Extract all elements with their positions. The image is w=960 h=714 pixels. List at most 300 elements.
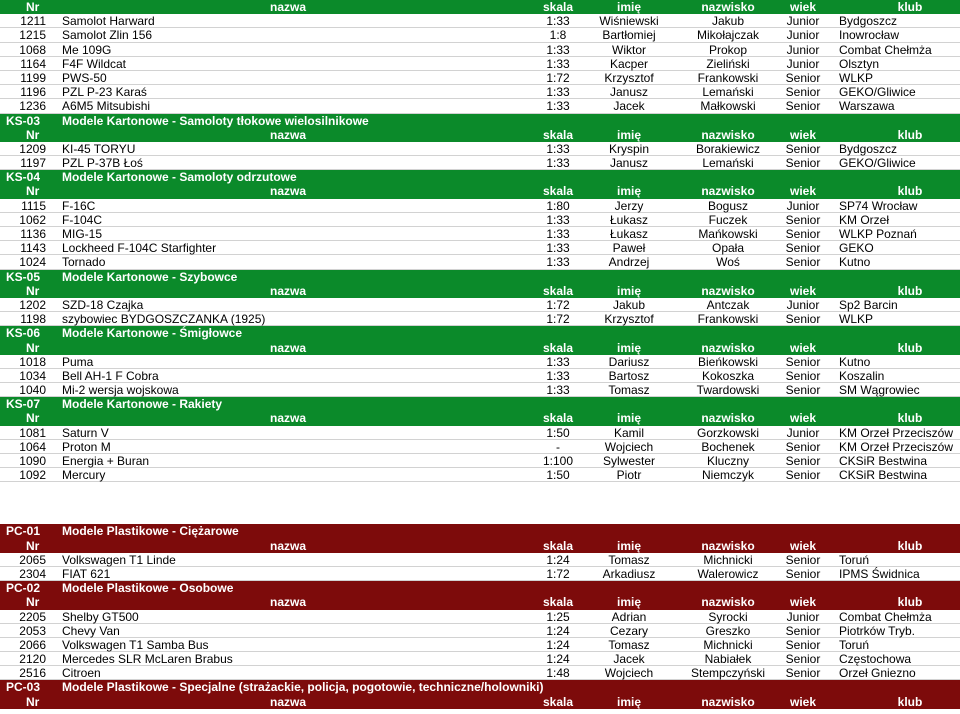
cell-imie: Łukasz (609, 227, 649, 241)
header-nazwisko: nazwisko (701, 538, 755, 553)
cell-wiek: Junior (786, 609, 820, 624)
header-wiek: wiek (789, 694, 816, 709)
cell-skala: 1:33 (546, 14, 570, 29)
cell-nr: 1197 (20, 156, 46, 171)
header-skala: skala (542, 595, 574, 610)
cell-wiek: Junior (786, 425, 820, 440)
table-row (0, 426, 960, 440)
cell-nazwisko: Kokoszka (701, 368, 755, 383)
category-header (0, 170, 960, 184)
cell-skala: 1:33 (546, 255, 570, 270)
cell-imie: Piotr (616, 468, 642, 483)
cell-imie: Wiktor (612, 42, 646, 57)
cell-nr: 1215 (19, 28, 46, 43)
header-nr: Nr (26, 595, 40, 610)
column-header-row (0, 184, 960, 198)
category-header (0, 680, 960, 694)
header-nr: Nr (26, 0, 40, 14)
cell-nazwisko: Opała (711, 241, 745, 256)
cell-skala: 1:24 (546, 637, 570, 652)
cell-klub: Kutno (839, 354, 871, 369)
cell-skala: 1:33 (546, 99, 570, 114)
header-skala: skala (542, 0, 574, 14)
cell-wiek: Senior (785, 141, 821, 156)
table-row (0, 14, 960, 28)
header-skala: skala (542, 538, 574, 553)
cell-skala: 1:50 (546, 468, 570, 483)
category-code: KS-03 (6, 113, 41, 128)
cell-klub: KM Orzeł Przeciszów (839, 425, 954, 440)
cell-wiek: Junior (786, 56, 820, 71)
cell-nazwisko: Bochenek (701, 439, 755, 454)
cell-nr: 1198 (20, 312, 46, 327)
cell-nr: 1092 (19, 468, 46, 483)
cell-skala: 1:48 (546, 666, 570, 681)
header-nazwa: nazwa (270, 127, 307, 142)
header-klub: klub (897, 0, 923, 14)
header-nazwa: nazwa (270, 283, 307, 298)
cell-wiek: Senior (785, 566, 821, 581)
category-title: Modele Kartonowe - Samoloty tłokowe wielosilnikowe (62, 113, 369, 128)
table-row (0, 624, 960, 638)
cell-imie: Łukasz (609, 212, 649, 227)
cell-nazwa: Volkswagen T1 Samba Bus (62, 637, 209, 652)
cell-imie: Jakub (612, 297, 646, 312)
header-wiek: wiek (789, 595, 816, 610)
cell-klub: CKSiR Bestwina (839, 468, 928, 483)
cell-nr: 2120 (19, 652, 46, 667)
cell-nr: 1209 (19, 141, 46, 156)
cell-skala: 1:72 (546, 312, 570, 327)
cell-nazwisko: Fuczek (708, 212, 748, 227)
table-row (0, 241, 960, 255)
table-row (0, 57, 960, 71)
cell-skala: 1:24 (546, 652, 570, 667)
header-klub: klub (897, 127, 923, 142)
cell-nr: 1081 (19, 425, 46, 440)
header-imie: imię (616, 694, 641, 709)
cell-nazwa: Samolot Harward (62, 14, 155, 29)
cell-nazwa: Lockheed F-104C Starfighter (62, 241, 217, 256)
table-row (0, 383, 960, 397)
cell-nazwa: MIG-15 (62, 227, 103, 241)
table-row (0, 553, 960, 567)
category-code: PC-02 (6, 581, 41, 596)
cell-nazwisko: Woś (716, 255, 740, 270)
cell-wiek: Senior (785, 241, 821, 256)
header-nr: Nr (26, 411, 40, 426)
header-skala: skala (542, 411, 574, 426)
header-wiek: wiek (789, 283, 816, 298)
header-skala: skala (542, 127, 574, 142)
table-row (0, 85, 960, 99)
cell-skala: 1:72 (546, 70, 570, 85)
header-nazwisko: nazwisko (701, 0, 755, 14)
cell-klub: SP74 Wrocław (839, 198, 918, 213)
cell-nazwa: PZL P-23 Karaś (62, 85, 147, 100)
cell-nr: 1018 (19, 354, 46, 369)
header-nazwisko: nazwisko (701, 340, 755, 355)
category-header (0, 326, 960, 340)
cell-nazwa: KI-45 TORYU (62, 141, 136, 156)
cell-skala: 1:25 (546, 609, 570, 624)
category-header (0, 114, 960, 128)
header-wiek: wiek (789, 184, 816, 199)
cell-skala: 1:72 (546, 566, 570, 581)
category-title: Modele Kartonowe - Śmigłowce (62, 326, 243, 341)
cell-nazwisko: Lemański (702, 156, 754, 171)
cell-wiek: Senior (785, 637, 821, 652)
cell-wiek: Senior (785, 255, 821, 270)
category-code: KS-05 (6, 269, 41, 284)
cell-skala: 1:8 (549, 28, 567, 43)
table-row (0, 638, 960, 652)
cell-nazwa: Me 109G (62, 42, 112, 57)
cell-nazwisko: Mikołajczak (696, 28, 759, 43)
cell-klub: Kutno (839, 255, 871, 270)
category-header (0, 397, 960, 411)
column-header-row (0, 284, 960, 298)
cell-wiek: Junior (786, 198, 820, 213)
cell-nazwisko: Gorzkowski (696, 425, 759, 440)
cell-klub: Orzeł Gniezno (839, 666, 916, 681)
category-code: PC-03 (6, 680, 41, 695)
cell-klub: GEKO/Gliwice (839, 85, 916, 100)
cell-nr: 1196 (20, 85, 46, 100)
cell-nazwa: Shelby GT500 (62, 609, 139, 624)
cell-imie: Andrzej (608, 255, 650, 270)
header-wiek: wiek (789, 127, 816, 142)
cell-skala: 1:33 (546, 212, 570, 227)
header-klub: klub (897, 538, 923, 553)
category-header (0, 581, 960, 595)
cell-imie: Wiśniewski (599, 14, 659, 29)
category-title: Modele Kartonowe - Rakiety (62, 397, 223, 412)
cell-imie: Bartosz (608, 368, 650, 383)
cell-imie: Cezary (609, 623, 648, 638)
cell-klub: IPMS Świdnica (839, 566, 920, 581)
cell-imie: Sylwester (602, 454, 655, 468)
cell-nazwa: Chevy Van (62, 623, 120, 638)
cell-nazwisko: Frankowski (697, 312, 759, 327)
header-nazwisko: nazwisko (701, 694, 755, 709)
cell-imie: Dariusz (608, 354, 650, 369)
header-imie: imię (616, 538, 641, 553)
cell-wiek: Senior (785, 312, 821, 327)
cell-nazwisko: Syrocki (708, 609, 748, 624)
cell-skala: 1:33 (546, 156, 570, 171)
cell-imie: Paweł (612, 241, 646, 256)
table-row (0, 369, 960, 383)
header-imie: imię (616, 0, 641, 14)
header-nazwa: nazwa (270, 595, 307, 610)
header-klub: klub (897, 340, 923, 355)
cell-skala: 1:50 (546, 425, 570, 440)
cell-nazwisko: Frankowski (697, 70, 759, 85)
cell-nazwisko: Twardowski (696, 383, 760, 398)
cell-nazwisko: Mańkowski (698, 227, 758, 241)
column-header-row (0, 695, 960, 709)
header-imie: imię (616, 184, 641, 199)
header-imie: imię (616, 283, 641, 298)
cell-klub: Koszalin (839, 368, 885, 383)
cell-imie: Adrian (611, 609, 647, 624)
cell-nazwa: szybowiec BYDGOSZCZANKA (1925) (62, 312, 266, 327)
cell-skala: 1:80 (546, 198, 570, 213)
column-header-row (0, 341, 960, 355)
category-title: Modele Plastikowe - Osobowe (62, 581, 234, 596)
cell-skala: 1:33 (546, 42, 570, 57)
cell-skala: 1:100 (542, 454, 574, 468)
cell-skala: 1:33 (546, 85, 570, 100)
cell-klub: KM Orzeł Przeciszów (839, 439, 954, 454)
cell-wiek: Senior (785, 368, 821, 383)
cell-nr: 1136 (20, 227, 46, 241)
table-row (0, 213, 960, 227)
cell-nr: 1115 (21, 198, 46, 213)
cell-nazwisko: Niemczyk (701, 468, 754, 483)
cell-skala: 1:33 (546, 354, 570, 369)
table-row (0, 440, 960, 454)
header-nazwisko: nazwisko (701, 127, 755, 142)
header-nr: Nr (26, 283, 40, 298)
table-row (0, 454, 960, 468)
cell-nr: 2065 (19, 552, 46, 567)
cell-klub: Toruń (839, 552, 870, 567)
cell-nr: 1040 (19, 383, 46, 398)
cell-wiek: Senior (785, 552, 821, 567)
header-wiek: wiek (789, 411, 816, 426)
cell-nazwisko: Lemański (702, 85, 754, 100)
cell-nazwa: Proton M (62, 439, 111, 454)
cell-skala: 1:33 (546, 368, 570, 383)
cell-nazwa: Mi-2 wersja wojskowa (62, 383, 179, 398)
header-skala: skala (542, 694, 574, 709)
section-gap (0, 482, 960, 524)
cell-imie: Janusz (609, 156, 649, 171)
cell-nazwa: Saturn V (62, 425, 109, 440)
cell-nazwisko: Prokop (708, 42, 748, 57)
header-wiek: wiek (789, 340, 816, 355)
cell-nr: 1164 (20, 56, 46, 71)
cell-klub: Olsztyn (839, 56, 880, 71)
cell-nr: 1064 (19, 439, 46, 454)
cell-imie: Jacek (613, 99, 645, 114)
cell-nazwa: Mercedes SLR McLaren Brabus (62, 652, 233, 667)
cell-klub: WLKP Poznań (839, 227, 917, 241)
cell-nr: 1062 (19, 212, 46, 227)
cell-nazwa: Tornado (62, 255, 106, 270)
header-skala: skala (542, 283, 574, 298)
cell-nazwisko: Bogusz (707, 198, 749, 213)
cell-klub: Toruń (839, 637, 870, 652)
header-klub: klub (897, 184, 923, 199)
header-nr: Nr (26, 184, 40, 199)
table-row (0, 156, 960, 170)
cell-imie: Janusz (609, 85, 649, 100)
cell-skala: - (556, 439, 560, 454)
cell-klub: WLKP (839, 312, 874, 327)
cell-nr: 1143 (20, 241, 46, 256)
cell-wiek: Senior (785, 227, 821, 241)
cell-wiek: Senior (785, 652, 821, 667)
column-header-row (0, 0, 960, 14)
cell-nr: 2053 (19, 623, 46, 638)
header-nr: Nr (26, 127, 40, 142)
cell-nazwisko: Stempczyński (690, 666, 766, 681)
cell-skala: 1:33 (546, 383, 570, 398)
cell-skala: 1:33 (546, 241, 570, 256)
table-row (0, 652, 960, 666)
cell-nazwa: SZD-18 Czajka (62, 297, 144, 312)
header-nr: Nr (26, 694, 40, 709)
cell-nazwisko: Kluczny (706, 454, 750, 468)
header-nazwa: nazwa (270, 538, 307, 553)
header-nazwa: nazwa (270, 411, 307, 426)
cell-wiek: Senior (785, 439, 821, 454)
table-row (0, 43, 960, 57)
cell-nazwisko: Michnicki (703, 637, 753, 652)
cell-skala: 1:33 (546, 227, 570, 241)
cell-skala: 1:33 (546, 141, 570, 156)
cell-klub: Sp2 Barcin (839, 297, 898, 312)
cell-nazwa: Volkswagen T1 Linde (62, 552, 176, 567)
table-row (0, 28, 960, 42)
cell-nazwa: Bell AH-1 F Cobra (62, 368, 159, 383)
cell-klub: GEKO/Gliwice (839, 156, 916, 171)
cell-wiek: Junior (786, 28, 820, 43)
table-row (0, 298, 960, 312)
cell-imie: Kacper (609, 56, 649, 71)
cell-nazwa: A6M5 Mitsubishi (62, 99, 151, 114)
category-code: KS-06 (6, 326, 41, 341)
cell-imie: Bartłomiej (602, 28, 656, 43)
header-nazwa: nazwa (270, 340, 307, 355)
table-row (0, 255, 960, 269)
cell-wiek: Junior (786, 297, 820, 312)
header-imie: imię (616, 340, 641, 355)
header-skala: skala (542, 184, 574, 199)
column-header-row (0, 411, 960, 425)
category-title: Modele Plastikowe - Ciężarowe (62, 524, 239, 539)
cell-wiek: Junior (786, 14, 820, 29)
cell-nazwisko: Michnicki (703, 552, 753, 567)
category-code: KS-07 (6, 397, 41, 412)
cell-wiek: Senior (785, 70, 821, 85)
cell-imie: Krzysztof (604, 312, 654, 327)
cell-nr: 1236 (19, 99, 46, 114)
cell-nazwa: FIAT 621 (62, 566, 111, 581)
cell-wiek: Senior (785, 85, 821, 100)
category-code: PC-01 (6, 524, 41, 539)
table-row (0, 666, 960, 680)
cell-klub: GEKO (839, 241, 874, 256)
header-nazwisko: nazwisko (701, 184, 755, 199)
category-code: KS-04 (6, 170, 41, 185)
cell-skala: 1:33 (546, 56, 570, 71)
cell-klub: Combat Chełmża (839, 42, 932, 57)
cell-wiek: Senior (785, 666, 821, 681)
cell-klub: SM Wągrowiec (839, 383, 920, 398)
cell-imie: Tomasz (608, 637, 650, 652)
cell-wiek: Senior (785, 383, 821, 398)
cell-klub: Inowrocław (839, 28, 900, 43)
cell-nr: 1202 (19, 297, 46, 312)
table-row (0, 227, 960, 241)
cell-klub: Bydgoszcz (839, 14, 898, 29)
category-title: Modele Kartonowe - Szybowce (62, 269, 238, 284)
cell-nr: 1199 (20, 70, 46, 85)
header-klub: klub (897, 283, 923, 298)
cell-klub: WLKP (839, 70, 874, 85)
cell-klub: Combat Chełmża (839, 609, 932, 624)
cell-nr: 1034 (19, 368, 46, 383)
cell-skala: 1:24 (546, 623, 570, 638)
cell-wiek: Senior (785, 156, 821, 171)
table-row (0, 142, 960, 156)
cell-nazwa: Puma (62, 354, 94, 369)
category-title: Modele Kartonowe - Samoloty odrzutowe (62, 170, 297, 185)
table-row (0, 567, 960, 581)
cell-skala: 1:72 (546, 297, 570, 312)
cell-nazwa: F-104C (62, 212, 103, 227)
table-row (0, 71, 960, 85)
cell-nazwisko: Bieńkowski (697, 354, 759, 369)
category-title: Modele Plastikowe - Specjalne (strażackie, policja, pogotowie, techniczne/holowniki) (62, 680, 544, 695)
table-row (0, 610, 960, 624)
cell-nazwa: Samolot Zlin 156 (62, 28, 153, 43)
cell-nazwisko: Antczak (706, 297, 750, 312)
cell-imie: Tomasz (608, 383, 650, 398)
header-nr: Nr (26, 538, 40, 553)
header-nazwa: nazwa (270, 694, 307, 709)
table-row (0, 312, 960, 326)
header-imie: imię (616, 595, 641, 610)
cell-wiek: Senior (785, 623, 821, 638)
cell-nazwa: PZL P-37B Łoś (62, 156, 143, 171)
table-row (0, 199, 960, 213)
cell-wiek: Senior (785, 454, 821, 468)
cell-nazwa: Energia + Buran (62, 454, 150, 468)
header-nr: Nr (26, 340, 40, 355)
column-header-row (0, 595, 960, 609)
header-nazwa: nazwa (270, 184, 307, 199)
cell-imie: Krzysztof (604, 70, 654, 85)
cell-nazwa: Citroen (62, 666, 101, 681)
cell-nr: 2304 (19, 566, 46, 581)
column-header-row (0, 539, 960, 553)
cell-nr: 1068 (19, 42, 46, 57)
cell-nr: 2205 (19, 609, 46, 624)
cell-nr: 2516 (19, 666, 46, 681)
cell-imie: Tomasz (608, 552, 650, 567)
cell-nazwisko: Borakiewicz (695, 141, 761, 156)
cell-klub: Warszawa (839, 99, 895, 114)
cell-klub: CKSiR Bestwina (839, 454, 928, 468)
cell-nr: 1090 (19, 454, 46, 468)
cell-wiek: Senior (785, 212, 821, 227)
cell-imie: Arkadiusz (602, 566, 656, 581)
category-header (0, 524, 960, 538)
cell-nazwa: PWS-50 (62, 70, 107, 85)
cell-imie: Wojciech (604, 666, 654, 681)
cell-nazwa: F-16C (62, 198, 96, 213)
cell-wiek: Senior (785, 468, 821, 483)
header-imie: imię (616, 127, 641, 142)
table-row (0, 99, 960, 113)
header-klub: klub (897, 595, 923, 610)
cell-nazwa: F4F Wildcat (62, 56, 127, 71)
